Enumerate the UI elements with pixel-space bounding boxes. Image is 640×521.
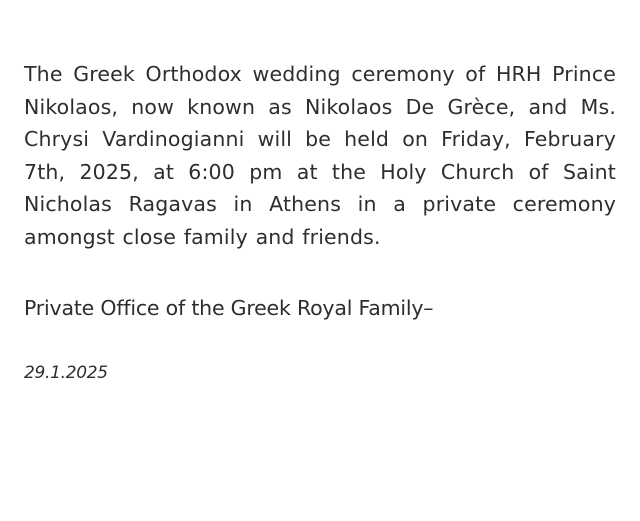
announcement-date: 29.1.2025 (24, 363, 108, 383)
announcement (24, 58, 616, 383)
announcement-body: The Greek Orthodox wedding ceremony of HRH Prince Nikolaos, now known as Nikolaos De Grèce, and Ms. Chrysi Vardinogianni will be held on Friday, February 7th, 2025, at 6:00 pm at the Holy Church of Saint Nicholas Ragavas in Athens in a private ceremony amongst close family and friends. (24, 62, 616, 249)
announcement-signature: Private Office of the Greek Royal Family– (24, 296, 434, 320)
